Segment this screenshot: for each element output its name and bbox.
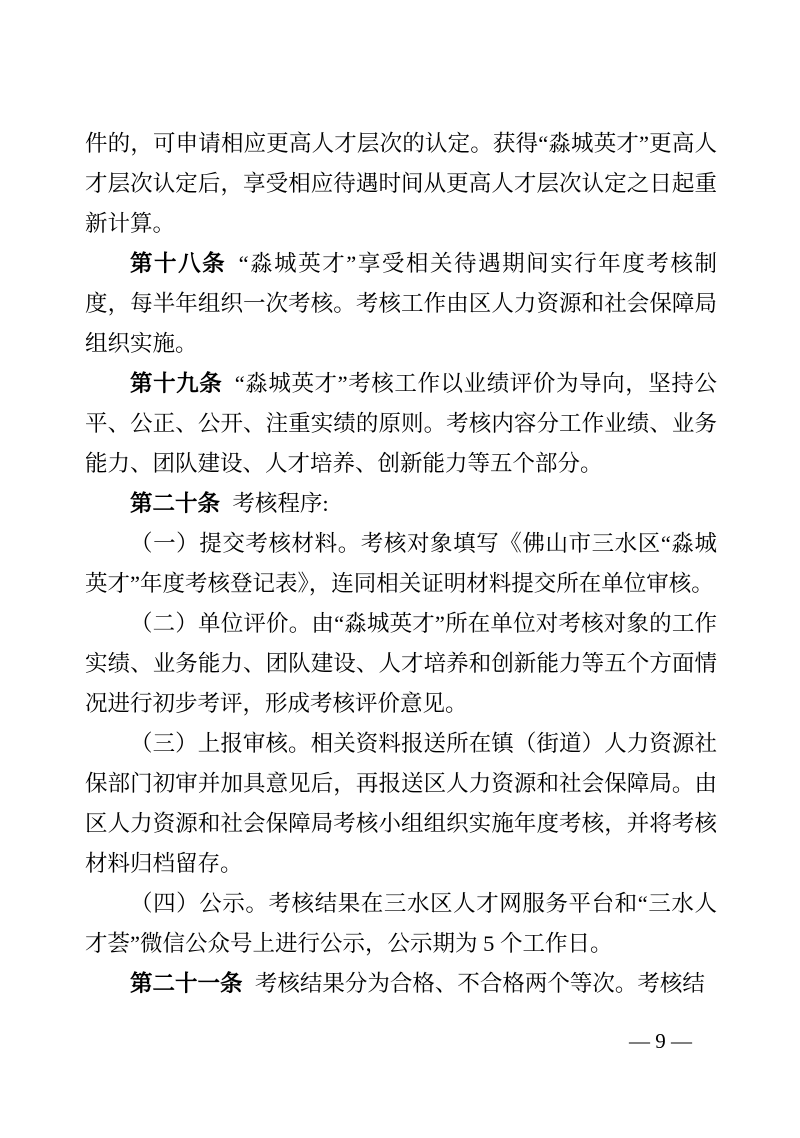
- paragraph-text: 件的，可申请相应更高人才层次的认定。获得“淼城英才”更高人才层次认定后，享受相应待遇时间从更高人才层次认定之日起重新计算。: [85, 131, 717, 236]
- paragraph-article-20: [85, 484, 717, 524]
- paragraph-text: “淼城英才”考核工作以业绩评价为导向，坚持公平、公正、公开、注重实绩的原则。考核内容分工作业绩、业务能力、团队建设、人才培养、创新能力等五个部分。: [85, 371, 717, 476]
- paragraph-text: （三）上报审核。相关资料报送所在镇（街道）人力资源社保部门初审并加具意见后，再报送区人力资源和社会保障局。由区人力资源和社会保障局考核小组组织实施年度考核，并将考核材料归档留存。: [85, 731, 717, 876]
- document-body: [85, 124, 717, 1004]
- article-18-label: 第十八条: [130, 251, 227, 276]
- paragraph-article-18: [85, 244, 717, 364]
- paragraph-text: （一）提交考核材料。考核对象填写《佛山市三水区“淼城英才”年度考核登记表》，连同相关证明材料提交所在单位审核。: [85, 531, 717, 596]
- paragraph-article-19: [85, 364, 717, 484]
- paragraph-text: “淼城英才”享受相关待遇期间实行年度考核制度，每半年组织一次考核。考核工作由区人力资源和社会保障局组织实施。: [85, 251, 717, 356]
- paragraph-item-4: [85, 884, 717, 964]
- paragraph-item-1: [85, 524, 717, 604]
- paragraph-text: （二）单位评价。由“淼城英才”所在单位对考核对象的工作实绩、业务能力、团队建设、人才培养和创新能力等五个方面情况进行初步考评，形成考核评价意见。: [85, 611, 717, 716]
- article-20-label: 第二十条: [130, 491, 221, 516]
- paragraph-continuation: [85, 124, 717, 244]
- paragraph-text: （四）公示。考核结果在三水区人才网服务平台和“三水人才荟”微信公众号上进行公示，公示期为 5 个工作日。: [85, 891, 717, 956]
- paragraph-item-2: [85, 604, 717, 724]
- paragraph-text: 考核结果分为合格、不合格两个等次。考核结: [254, 971, 705, 996]
- article-21-label: 第二十一条: [130, 971, 243, 996]
- page-number: — 9 —: [629, 1029, 692, 1053]
- paragraph-item-3: [85, 724, 717, 884]
- paragraph-article-21: [85, 964, 717, 1004]
- article-19-label: 第十九条: [130, 371, 223, 396]
- paragraph-text: 考核程序:: [232, 491, 329, 516]
